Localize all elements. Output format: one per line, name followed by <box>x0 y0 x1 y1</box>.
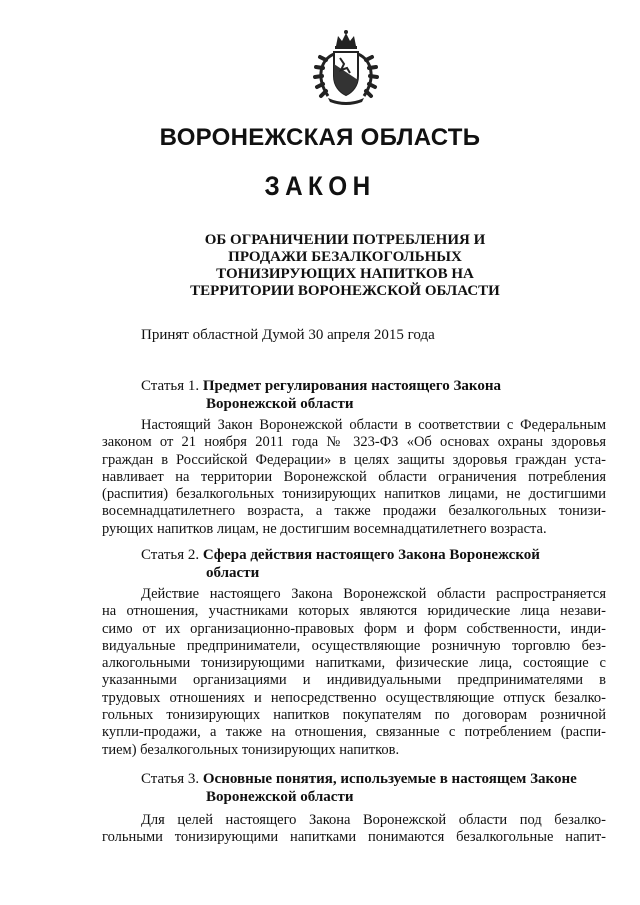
adoption-date: Принят областной Думой 30 апреля 2015 года <box>141 327 435 343</box>
article-3-heading <box>141 770 611 806</box>
region-heading: ВОРОНЕЖСКАЯ ОБЛАСТЬ <box>159 124 481 151</box>
paragraph-line: навливает на территории Воронежской области ограничения потребления <box>102 468 606 485</box>
article-number: Статья 1. <box>141 378 200 394</box>
law-title-line: ТОНИЗИРУЮЩИХ НАПИТКОВ НА <box>216 266 474 282</box>
article-title: Предмет регулирования настоящего Закона <box>202 378 501 394</box>
article-3-body <box>102 812 606 847</box>
law-title <box>150 232 540 300</box>
article-title-continued: Воронежской области <box>206 396 354 412</box>
paragraph-line: гольными тонизирующими напитками понимаются безалкогольные напит- <box>102 829 606 846</box>
paragraph-line: купли-продажи, а также на отношения, связанные с потреблением (распи- <box>102 724 606 741</box>
law-title-line: ОБ ОГРАНИЧЕНИИ ПОТРЕБЛЕНИЯ И <box>204 232 486 248</box>
coat-of-arms-icon <box>310 28 382 108</box>
article-2-heading <box>141 546 611 582</box>
paragraph-line: симо от их организационно-правовых форм и форм собственности, инди- <box>102 620 606 637</box>
paragraph-line: Настоящий Закон Воронежской области в соответствии с Федеральным <box>141 417 606 433</box>
article-title-continued: области <box>206 565 260 581</box>
paragraph-line: законом от 21 ноября 2011 года № 323-ФЗ «Об основах охраны здоровья <box>102 434 606 451</box>
paragraph-line: гольных тонизирующих напитков покупателям по договорам розничной <box>102 707 606 724</box>
article-1-heading <box>141 377 611 413</box>
article-1-body <box>102 417 606 538</box>
article-title-continued: Воронежской области <box>206 789 354 805</box>
paragraph-line: тием) безалкогольных тонизирующих напитков. <box>102 741 400 758</box>
paragraph-line: указанными организациями и индивидуальными предпринимателями в <box>102 672 606 689</box>
article-title: Сфера действия настоящего Закона Воронежской <box>202 547 540 563</box>
article-2-body <box>102 586 606 759</box>
paragraph-line: восемнадцатилетнего возраста, а также продажи безалкогольных тонизи- <box>102 503 606 520</box>
paragraph-line: граждан в Российской Федерации» в целях защиты здоровья граждан уста- <box>102 451 606 468</box>
paragraph-line: видуальные предприниматели, осуществляющие розничную торговлю без- <box>102 637 606 654</box>
document-type-heading: ЗАКОН <box>264 171 376 201</box>
paragraph-line: Для целей настоящего Закона Воронежской области под безалко- <box>141 812 606 828</box>
article-title: Основные понятия, используемые в настоящем Законе <box>202 771 577 787</box>
paragraph-line: (распития) безалкогольных тонизирующих напитков лицами, не достигшими <box>102 486 606 503</box>
law-title-line: ТЕРРИТОРИИ ВОРОНЕЖСКОЙ ОБЛАСТИ <box>190 283 500 299</box>
paragraph-line: алкогольными тонизирующими напитками, физические лица, состоящие с <box>102 655 606 672</box>
paragraph-line: Действие настоящего Закона Воронежской области распространяется <box>141 586 606 602</box>
article-number: Статья 2. <box>141 547 200 563</box>
paragraph-line: рующих напитков лицам, не достигшим восемнадцатилетнего возраста. <box>102 520 547 537</box>
article-number: Статья 3. <box>141 771 200 787</box>
paragraph-line: трудовых отношениях и непосредственно осуществляющие отпуск безалко- <box>102 689 606 706</box>
paragraph-line: на отношения, участниками которых являются юридические лица незави- <box>102 603 606 620</box>
law-title-line: ПРОДАЖИ БЕЗАЛКОГОЛЬНЫХ <box>228 249 462 265</box>
